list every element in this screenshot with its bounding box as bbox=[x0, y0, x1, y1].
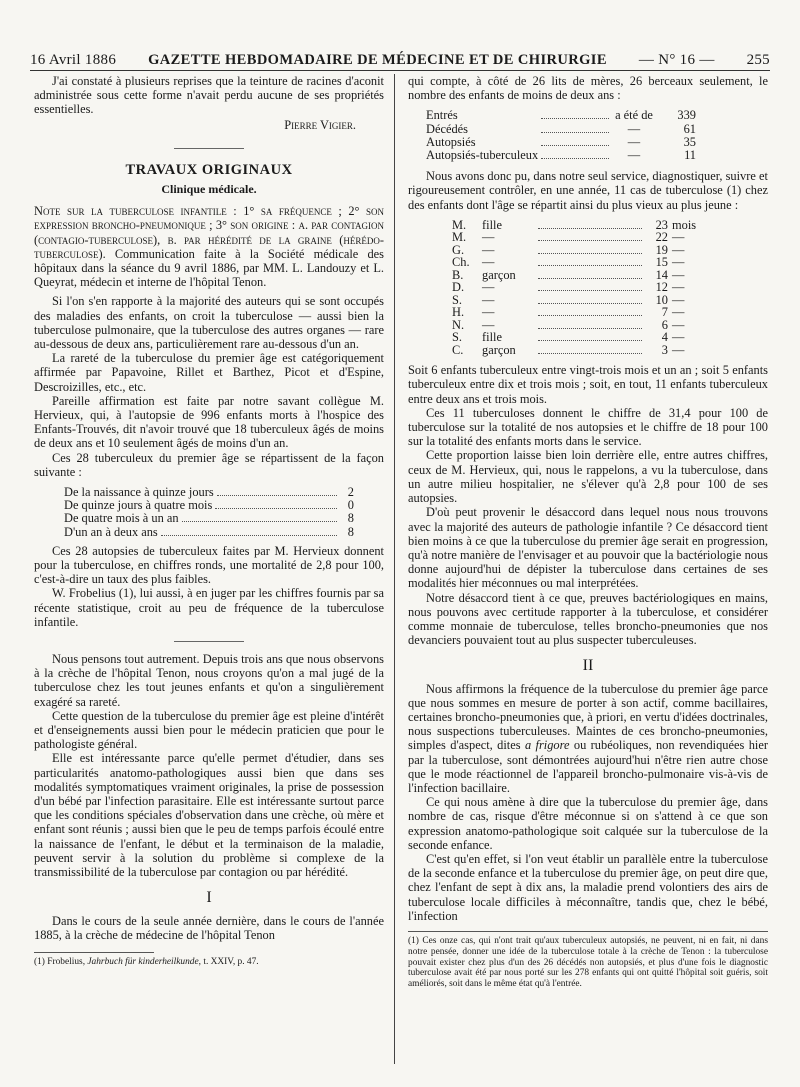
age-initial: M. bbox=[452, 230, 467, 245]
age-row bbox=[452, 305, 712, 318]
age-sex: — bbox=[482, 292, 495, 307]
footnote-rule bbox=[34, 952, 154, 953]
article-title bbox=[34, 204, 384, 289]
age-sex: garçon bbox=[482, 267, 516, 282]
age-value: 19 bbox=[655, 242, 668, 257]
age-sex: — bbox=[482, 305, 495, 320]
age-sex: fille bbox=[482, 330, 502, 345]
age-value: 14 bbox=[655, 267, 668, 282]
age-unit: — bbox=[672, 317, 685, 332]
paragraph: Cette proportion laisse bien loin derrière elle, entre autres chiffres, ceux de M. Hervieux, qui, nous le rappelons, a vu la tuberculose, dans un autre milieu hospitalier, ne s'élever qu'à 2,8 pour 100 de ses autopsies. bbox=[408, 448, 768, 506]
header-journal-title: GAZETTE HEBDOMADAIRE DE MÉDECINE ET DE CHIRURGIE bbox=[148, 51, 607, 68]
age-unit: — bbox=[672, 267, 685, 282]
stat-value: 35 bbox=[683, 134, 696, 149]
distribution-row bbox=[64, 525, 354, 538]
stat-connector: — bbox=[627, 121, 641, 136]
stat-value: 61 bbox=[683, 121, 696, 136]
column-divider bbox=[394, 74, 395, 1064]
paragraph: Ces 28 autopsies de tuberculeux faites par M. Hervieux donnent pour la tuberculose, en chiffres ronds, une mortalité de 2,8 pour 100, c'est-à-dire un taux des plus faibles. bbox=[34, 543, 384, 587]
age-unit: — bbox=[672, 242, 685, 257]
age-value: 7 bbox=[661, 305, 668, 320]
section-numeral-one: I bbox=[206, 889, 212, 907]
stat-label: Entrés bbox=[426, 108, 458, 123]
signature: Pierre Vigier. bbox=[284, 117, 356, 132]
header-rule bbox=[30, 70, 770, 71]
distribution-value: 8 bbox=[347, 524, 354, 539]
admission-stats bbox=[426, 108, 696, 161]
age-value: 15 bbox=[655, 255, 668, 270]
header-issue: — N° 16 — bbox=[638, 51, 715, 68]
section-numeral-two: II bbox=[582, 657, 594, 675]
age-initial: S. bbox=[452, 292, 462, 307]
age-sex: — bbox=[482, 255, 495, 270]
age-value: 4 bbox=[661, 330, 668, 345]
age-row bbox=[452, 268, 712, 281]
paragraph-text: ou rubéoliques, non revendiquées hier par la tuberculose, sont démontrées aujourd'hui n'être rien autre chose que le mode réactionnel de l'appareil broncho-pulmonaire vis-à-vis de l'infection bacillaire. bbox=[408, 738, 768, 795]
distribution-label: De la naissance à quinze jours bbox=[64, 485, 214, 500]
paragraph: Ces 28 tuberculeux du premier âge se répartissent de la façon suivante : bbox=[34, 450, 384, 479]
paragraph: Nous pensons tout autrement. Depuis trois ans que nous observons à la crèche de l'hôpital Tenon, nous croyons qu'on a mal jugé de la tuberculose chez les tout jeunes enfants et qu'on a singulièrement exagéré sa rareté. bbox=[34, 652, 384, 709]
age-value: 23 bbox=[655, 217, 668, 232]
section-title: TRAVAUX ORIGINAUX bbox=[125, 161, 293, 178]
paragraph: Nous avons donc pu, dans notre seul service, diagnostiquer, suivre et rigoureusement contrôler, en une année, 11 cas de tuberculose (1) chez des enfants dont l'âge se répartit ainsi du plus vieux au plus jeune : bbox=[408, 169, 768, 212]
stat-label: Décédés bbox=[426, 121, 468, 136]
paragraph: W. Frobelius (1), lui aussi, à en juger par les chiffres fournis par sa récente statistique, croit au peu de fréquence de la tuberculose infantile. bbox=[34, 586, 384, 629]
distribution-row bbox=[64, 498, 354, 511]
stat-connector: — bbox=[627, 147, 641, 162]
age-row bbox=[452, 318, 712, 331]
age-sex: — bbox=[482, 242, 495, 257]
age-initial: Ch. bbox=[452, 255, 470, 270]
paragraph: Ces 11 tuberculoses donnent le chiffre de 31,4 pour 100 de tuberculose sur la totalité de nos autopsies et le chiffre de 18 pour 100 sur la totalité des enfants morts dans le service. bbox=[408, 405, 768, 449]
distribution-label: D'un an à deux ans bbox=[64, 524, 158, 539]
footnote-text: (1) Frobelius, bbox=[34, 956, 88, 967]
footnote-left bbox=[34, 957, 384, 968]
age-unit: — bbox=[672, 280, 685, 295]
right-column bbox=[408, 74, 768, 990]
age-initial: C. bbox=[452, 342, 464, 357]
age-row bbox=[452, 230, 712, 243]
article-title-text: Note sur la tuberculose infantile : 1° sa fréquence ; 2° son expression broncho-pneumonique ; 3° son origine : a. par contagion (contagio-tuberculose), b. par hérédité de la graine (hérédo-tuberculose). bbox=[34, 204, 384, 261]
section-separator bbox=[174, 148, 244, 149]
age-value: 6 bbox=[661, 317, 668, 332]
paragraph: Si l'on s'en rapporte à la majorité des auteurs qui se sont occupés des maladies des enfants, on croit la tuberculose — aussi bien la tuberculose pulmonaire, que la tuberculose des autres organes — rare au-dessous de deux ans, particulièrement rare au-dessous d'un an. bbox=[34, 294, 384, 352]
footnote-ref: , t. XXIV, p. 47. bbox=[198, 956, 259, 967]
intro-paragraph: J'ai constaté à plusieurs reprises que la teinture de racines d'aconit administrée sous cette forme n'avait perdu aucune de ses propriétés essentielles. bbox=[34, 74, 384, 117]
stat-row bbox=[426, 108, 696, 121]
age-unit: mois bbox=[672, 217, 697, 232]
age-row bbox=[452, 343, 712, 356]
left-column bbox=[34, 74, 384, 968]
stat-value: 11 bbox=[684, 147, 696, 162]
distribution-row bbox=[64, 511, 354, 524]
stat-value: 339 bbox=[677, 108, 696, 123]
age-value: 10 bbox=[655, 292, 668, 307]
distribution-row bbox=[64, 485, 354, 498]
paragraph: qui compte, à côté de 26 lits de mères, 26 berceaux seulement, le nombre des enfants de moins de deux ans : bbox=[408, 74, 768, 103]
stat-connector: a été de bbox=[615, 108, 653, 123]
latin-term: a frigore bbox=[524, 738, 570, 753]
distribution-list bbox=[64, 485, 354, 538]
age-initial: H. bbox=[452, 305, 465, 320]
stat-row bbox=[426, 148, 696, 161]
footnote-right: (1) Ces onze cas, qui n'ont trait qu'aux tuberculeux autopsiés, ne peuvent, ni en fait, ni dans notre pensée, donner une idée de la tuberculose totale à la crèche de Tenon : la tuberculose pouvait exister chez plus d'un des 26 décédés non autopsiés, et plus d'une fois le diagnostic tuberculose avait été par nous porté sur les 278 enfants qui ont quitté l'hôpital soit guéris, soit améliorés, soit dans le même état qu'à l'entrée. bbox=[408, 935, 768, 990]
paragraph-text: Nous affirmons la fréquence de la tuberculose du premier âge parce que nous sommes en mesure de porter à son actif, comme bacillaires, certaines broncho-pneumonies que, à priori, en vertu d'idées doctrinales, nous suspections tuberculeuses. Maintes de ces broncho-pneumonies, simples d'aspect, dites bbox=[408, 681, 768, 753]
age-value: 12 bbox=[655, 280, 668, 295]
age-value: 3 bbox=[661, 342, 668, 357]
age-initial: S. bbox=[452, 330, 462, 345]
header-page-number: 255 bbox=[746, 51, 770, 68]
paragraph bbox=[408, 682, 768, 796]
age-list bbox=[452, 218, 712, 356]
paragraph: Soit 6 enfants tuberculeux entre vingt-trois mois et un an ; soit 5 enfants tuberculeux entre dix et trois mois ; soit, en tout, 11 enfants tuberculeux entre deux ans et trois mois. bbox=[408, 363, 768, 406]
footnote-journal: Jahrbuch für kinderheilkunde bbox=[87, 956, 199, 967]
age-value: 22 bbox=[655, 230, 668, 245]
age-unit: — bbox=[672, 255, 685, 270]
age-initial: G. bbox=[452, 242, 465, 257]
age-row bbox=[452, 293, 712, 306]
distribution-value: 2 bbox=[347, 485, 354, 500]
age-sex: — bbox=[482, 317, 495, 332]
paragraph: D'où peut provenir le désaccord dans lequel nous nous trouvons avec la majorité des auteurs de pathologie infantile ? Ce désaccord tient bien moins à ce que la tuberculose du premier âge serait en progression, qu'à notre manière de l'envisager et au pouvoir que la bactériologie nous donne aujourd'hui de dépister la tuberculose dans certaines de ses modalités hier méconnues ou mal interprétées. bbox=[408, 505, 768, 591]
age-initial: M. bbox=[452, 217, 467, 232]
paragraph: Dans le cours de la seule année dernière, dans le cours de l'année 1885, à la crèche de médecine de l'hôpital Tenon bbox=[34, 913, 384, 942]
age-row bbox=[452, 218, 712, 231]
section-subtitle: Clinique médicale. bbox=[161, 182, 257, 197]
age-sex: — bbox=[482, 280, 495, 295]
age-initial: B. bbox=[452, 267, 464, 282]
age-unit: — bbox=[672, 230, 685, 245]
stat-row bbox=[426, 135, 696, 148]
age-sex: fille bbox=[482, 217, 502, 232]
age-unit: — bbox=[672, 292, 685, 307]
distribution-value: 0 bbox=[347, 498, 354, 513]
distribution-value: 8 bbox=[347, 511, 354, 526]
age-row bbox=[452, 255, 712, 268]
age-unit: — bbox=[672, 305, 685, 320]
stat-label: Autopsiés bbox=[426, 134, 476, 149]
paragraph: Elle est intéressante parce qu'elle permet d'étudier, dans ses particularités anatomo-pathologiques aussi bien que dans ses modalités symptomatiques vraiment originales, la prise de possession d'un bébé par l'infection parasitaire. Elle est intéressante surtout parce que les conditions spéciales d'observation dans une crèche, où mère et enfant sont réunis ; aussi bien que le peu de temps parfois écoulé entre la naissance de l'enfant, le début et la terminaison de la maladie, peuvent servir à la solution du problème si complexe de la transmissibilité de la tuberculose par contagion ou par hérédité. bbox=[34, 751, 384, 880]
paragraph: Pareille affirmation est faite par notre savant collègue M. Hervieux, qui, à l'autopsie de 996 enfants morts à l'hospice des Enfants-Trouvés, dit n'avoir trouvé que 18 tuberculeux âgés de moins de deux ans et 10 seulement âgés de moins d'un an. bbox=[34, 393, 384, 451]
article-byline: Communication faite à la Société médicale des hôpitaux dans la séance du 9 avril 1886, par MM. L. Landouzy et L. Queyrat, médecin et interne de l'hôpital Tenon. bbox=[34, 246, 384, 290]
header-date: 16 Avril 1886 bbox=[30, 51, 117, 68]
age-sex: garçon bbox=[482, 342, 516, 357]
age-unit: — bbox=[672, 342, 685, 357]
footnote-rule bbox=[408, 931, 768, 932]
paragraph: Notre désaccord tient à ce que, preuves bactériologiques en mains, nous pouvons avec certitude rapporter à la tuberculose, et considérer comme monnaie de tuberculose, telles broncho-pneumonies que nos devanciers pouvaient tout au plus suspecter tuberculeuses. bbox=[408, 590, 768, 648]
paragraph-separator bbox=[174, 641, 244, 642]
stat-label: Autopsiés-tuberculeux bbox=[426, 147, 539, 162]
page-header bbox=[30, 45, 770, 67]
paragraph: Ce qui nous amène à dire que la tuberculose du premier âge, dans nombre de cas, risque d'être méconnue si on s'attend à ce que son expression anatomo-pathologique soit calquée sur la tuberculose de la seconde enfance. bbox=[408, 795, 768, 852]
age-sex: — bbox=[482, 230, 495, 245]
age-initial: N. bbox=[452, 317, 465, 332]
age-row bbox=[452, 330, 712, 343]
stat-row bbox=[426, 122, 696, 135]
distribution-label: De quinze jours à quatre mois bbox=[64, 498, 213, 513]
distribution-label: De quatre mois à un an bbox=[64, 511, 179, 526]
age-row bbox=[452, 243, 712, 256]
paragraph: La rareté de la tuberculose du premier âge est catégoriquement affirmée par Papavoine, Rillet et Barthez, Picot et d'Espine, Descroizilles, etc., etc. bbox=[34, 351, 384, 394]
paragraph: Cette question de la tuberculose du premier âge est pleine d'intérêt et d'enseignements aussi bien pour le médecin praticien que pour le pathologiste général. bbox=[34, 708, 384, 752]
paragraph: C'est qu'en effet, si l'on veut établir un parallèle entre la tuberculose de la seconde enfance et la tuberculose du premier âge, on peut dire que, chez l'enfant de sept à dix ans, la maladie prend volontiers des airs de tuberculose locale difficiles à méconnaître, tandis que, chez le bébé, l'infection bbox=[408, 851, 768, 923]
age-row bbox=[452, 280, 712, 293]
stat-connector: — bbox=[627, 134, 641, 149]
age-unit: — bbox=[672, 330, 685, 345]
age-initial: D. bbox=[452, 280, 465, 295]
